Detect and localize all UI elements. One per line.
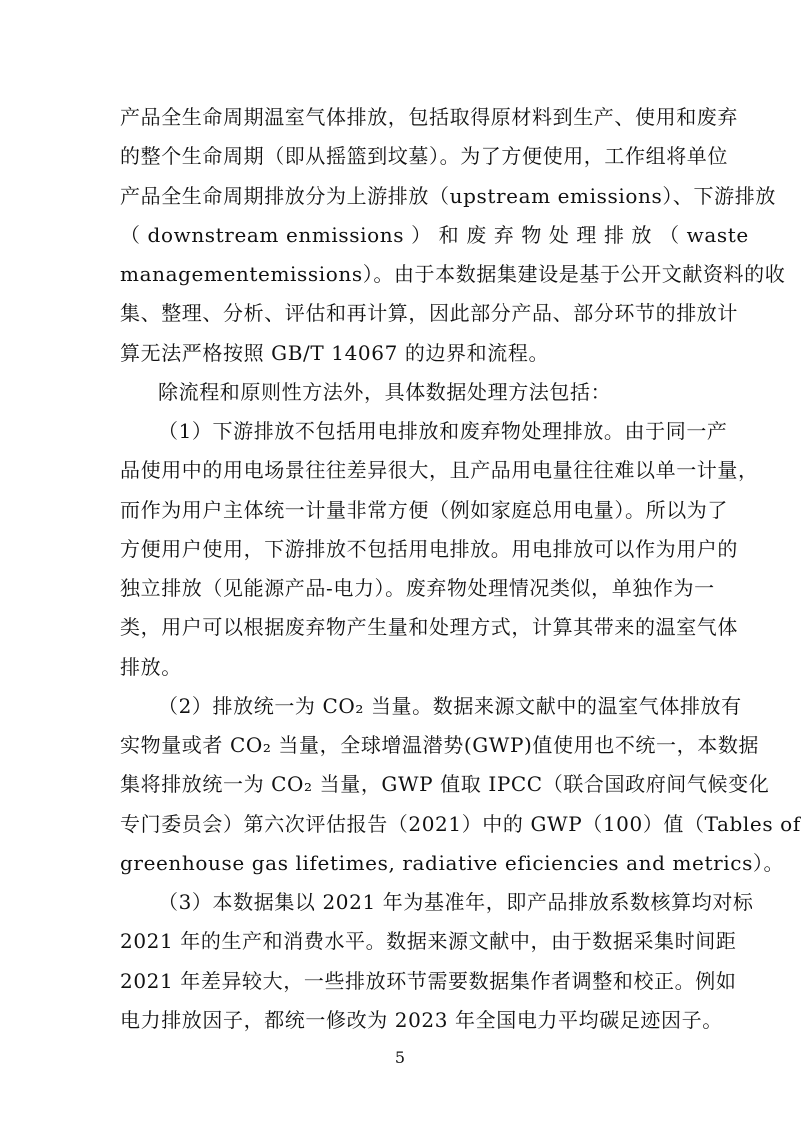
text-line: 而作为用户主体统一计量非常方便（例如家庭总用电量）。所以为了 (120, 498, 728, 522)
text-line: 除流程和原则性方法外，具体数据处理方法包括： (158, 380, 612, 404)
text-line: 方便用户使用，下游排放不包括用电排放。用电排放可以作为用户的 (120, 537, 738, 561)
text-line: （2）排放统一为 CO₂ 当量。数据来源文献中的温室气体排放有 (158, 694, 742, 718)
text-line: 的整个生命周期（即从摇篮到坟墓）。为了方便使用，工作组将单位 (120, 144, 728, 168)
text-line: （ downstream enmissions ） 和 废 弃 物 处 理 排 放 （ waste (120, 223, 749, 247)
text-line: 独立排放（见能源产品-电力）。废弃物处理情况类似，单独作为一 (120, 576, 715, 600)
text-line: 品使用中的用电场景往往差异很大，且产品用电量往往难以单一计量， (120, 458, 759, 482)
text-line: 电力排放因子，都统一修改为 2023 年全国电力平均碳足迹因子。 (120, 1008, 723, 1032)
text-line: greenhouse gas lifetimes, radiative eficiencies and metrics）。 (120, 851, 785, 875)
text-line: 2021 年的生产和消费水平。数据来源文献中，由于数据采集时间距 (120, 929, 737, 953)
text-line: 实物量或者 CO₂ 当量，全球增温潜势(GWP)值使用也不统一，本数据 (120, 733, 760, 757)
text-line: 专门委员会）第六次评估报告（2021）中的 GWP（100）值（Tables of (120, 812, 801, 836)
text-line: 产品全生命周期温室气体排放，包括取得原材料到生产、使用和废弃 (120, 105, 738, 129)
text-line: 排放。 (120, 655, 182, 679)
text-line: 2021 年差异较大，一些排放环节需要数据集作者调整和校正。例如 (120, 969, 737, 993)
text-line: managementemissions）。由于本数据集建设是基于公开文献资料的收 (120, 262, 786, 286)
text-line: 集将排放统一为 CO₂ 当量，GWP 值取 IPCC（联合国政府间气候变化 (120, 772, 770, 796)
text-line: （1）下游排放不包括用电排放和废弃物处理排放。由于同一产 (158, 419, 728, 443)
text-line: 产品全生命周期排放分为上游排放（upstream emissions）、下游排放 (120, 184, 776, 208)
text-line: 算无法严格按照 GB/T 14067 的边界和流程。 (120, 341, 550, 365)
text-line: 类，用户可以根据废弃物产生量和处理方式，计算其带来的温室气体 (120, 615, 738, 639)
text-line: （3）本数据集以 2021 年为基准年，即产品排放系数核算均对标 (158, 890, 754, 914)
text-line: 集、整理、分析、评估和再计算，因此部分产品、部分环节的排放计 (120, 301, 738, 325)
page-number: 5 (394, 1048, 406, 1067)
